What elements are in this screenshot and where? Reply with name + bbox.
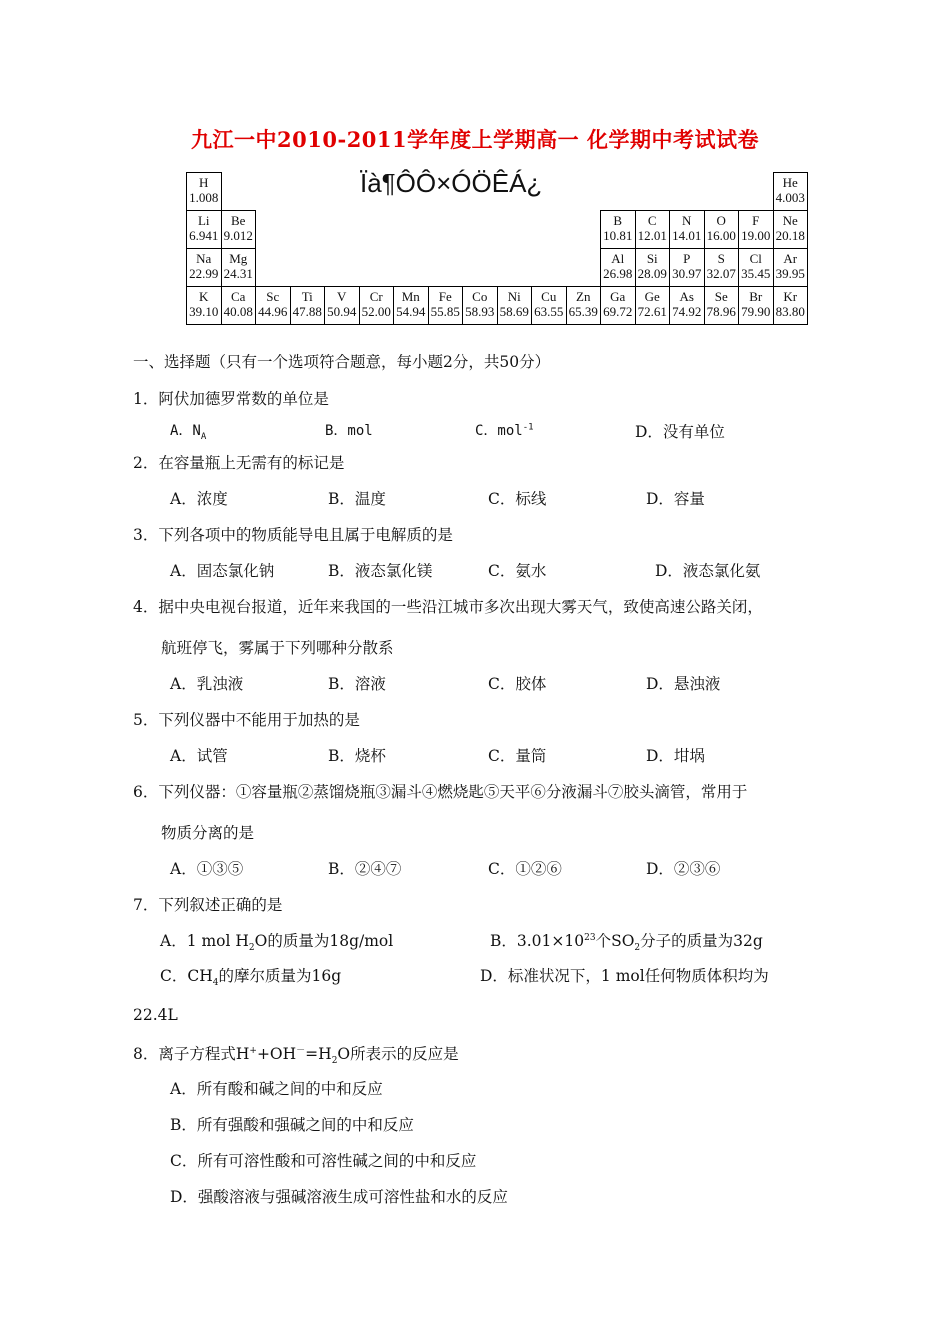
element-symbol: C (647, 213, 657, 228)
element-cell-se (704, 286, 740, 325)
element-mass: 6.941 (189, 228, 219, 243)
element-symbol: Se (714, 289, 728, 304)
element-symbol: Fe (438, 289, 452, 304)
q6-option-b: B．②④⑦ (328, 860, 402, 878)
element-symbol: O (716, 213, 726, 228)
element-cell-sc (255, 286, 291, 325)
q4-option-c: C．胶体 (488, 675, 547, 693)
q6-option-d: D．②③⑥ (646, 860, 721, 878)
element-mass: 83.80 (775, 304, 805, 319)
q7-option-a: A．1 mol $H_2O$的质量为18g/mol (160, 932, 394, 954)
q6-option-a: A．①③⑤ (170, 860, 244, 878)
element-cell-zn (566, 286, 602, 325)
element-cell-f (738, 210, 774, 249)
q1-option-c: C．mol$^{-1}$ (475, 422, 534, 439)
element-mass: 26.98 (603, 266, 633, 281)
element-symbol: H (199, 175, 209, 190)
element-mass: 50.94 (327, 304, 357, 319)
element-cell-n (669, 210, 705, 249)
element-mass: 58.69 (499, 304, 529, 319)
element-mass: 24.31 (223, 266, 253, 281)
element-mass: 30.97 (672, 266, 702, 281)
question-6-stem-line2: 物质分离的是 (161, 824, 255, 842)
element-symbol: Mn (401, 289, 420, 304)
q3-option-b: B．液态氯化镁 (328, 562, 433, 580)
element-mass: 52.00 (361, 304, 391, 319)
element-cell-mn (393, 286, 429, 325)
element-symbol: Ca (231, 289, 246, 304)
q4-option-d: D．悬浊液 (646, 675, 721, 693)
element-mass: 4.003 (775, 190, 805, 205)
element-symbol: He (782, 175, 798, 190)
element-mass: 39.10 (189, 304, 219, 319)
question-7-stem: 7．下列叙述正确的是 (133, 896, 283, 914)
q7-option-b: B．$3.01\times 10^{23}$个$SO_2$分子的质量为32g (490, 932, 763, 954)
q2-option-c: C．标线 (488, 490, 547, 508)
element-symbol: Co (472, 289, 488, 304)
element-symbol: S (717, 251, 725, 266)
q2-option-d: D．容量 (646, 490, 705, 508)
element-mass: 32.07 (706, 266, 736, 281)
element-symbol: Li (197, 213, 210, 228)
element-mass: 39.95 (775, 266, 805, 281)
element-symbol: Cu (541, 289, 557, 304)
element-symbol: Zn (576, 289, 591, 304)
element-mass: 16.00 (706, 228, 736, 243)
element-symbol: Be (231, 213, 246, 228)
element-mass: 55.85 (430, 304, 460, 319)
element-cell-fe (428, 286, 464, 325)
element-mass: 74.92 (672, 304, 702, 319)
question-3-stem: 3．下列各项中的物质能导电且属于电解质的是 (133, 526, 453, 544)
element-symbol: Na (196, 251, 212, 266)
element-cell-o (704, 210, 740, 249)
element-symbol: Ar (783, 251, 798, 266)
element-symbol: Ne (782, 213, 798, 228)
q5-option-a: A．试管 (170, 747, 228, 765)
periodic-table-label: Ïà¶ÔÔ×ÓÖÊÁ¿ (360, 168, 543, 198)
element-cell-k (186, 286, 222, 325)
element-cell-ar (773, 248, 809, 287)
element-mass: 69.72 (603, 304, 633, 319)
q4-option-a: A．乳浊液 (170, 675, 244, 693)
element-symbol: B (613, 213, 623, 228)
q5-option-c: C．量筒 (488, 747, 547, 765)
element-mass: 22.99 (189, 266, 219, 281)
element-cell-cu (531, 286, 567, 325)
element-symbol: Ni (507, 289, 521, 304)
element-mass: 12.01 (637, 228, 667, 243)
question-5-stem: 5．下列仪器中不能用于加热的是 (133, 711, 360, 729)
q3-option-c: C．氨水 (488, 562, 547, 580)
element-cell-li (186, 210, 222, 249)
element-cell-mg (221, 248, 257, 287)
element-symbol: Ga (610, 289, 626, 304)
element-cell-na (186, 248, 222, 287)
element-mass: 1.008 (189, 190, 219, 205)
periodic-table (186, 168, 808, 324)
element-cell-ga (600, 286, 636, 325)
element-mass: 20.18 (775, 228, 805, 243)
q8-option-b: B．所有强酸和强碱之间的中和反应 (170, 1116, 414, 1134)
element-mass: 40.08 (223, 304, 253, 319)
element-mass: 35.45 (741, 266, 771, 281)
element-mass: 19.00 (741, 228, 771, 243)
element-symbol: V (337, 289, 347, 304)
element-cell-p (669, 248, 705, 287)
section-heading: 一、选择题（只有一个选项符合题意，每小题2分，共50分） (133, 353, 551, 371)
element-symbol: Al (611, 251, 625, 266)
exam-title: 九江一中2010-2011学年度上学期高一 化学期中考试试卷 (191, 127, 759, 152)
element-cell-ca (221, 286, 257, 325)
element-cell-be (221, 210, 257, 249)
q8-option-d: D．强酸溶液与强碱溶液生成可溶性盐和水的反应 (170, 1188, 508, 1206)
element-mass: 47.88 (292, 304, 322, 319)
element-cell-cl (738, 248, 774, 287)
element-cell-b (600, 210, 636, 249)
question-2-stem: 2．在容量瓶上无需有的标记是 (133, 454, 345, 472)
element-mass: 63.55 (534, 304, 564, 319)
element-cell-ge (635, 286, 671, 325)
element-cell-v (324, 286, 360, 325)
q1-option-a: A．$N_A$ (170, 423, 207, 442)
element-cell-ti (290, 286, 326, 325)
element-mass: 78.96 (706, 304, 736, 319)
q2-option-b: B．温度 (328, 490, 386, 508)
element-symbol: Sc (266, 289, 280, 304)
element-symbol: Si (646, 251, 658, 266)
element-symbol: Br (749, 289, 763, 304)
element-symbol: Ti (301, 289, 313, 304)
element-cell-s (704, 248, 740, 287)
element-mass: 65.39 (568, 304, 598, 319)
element-cell-kr (773, 286, 809, 325)
element-mass: 28.09 (637, 266, 667, 281)
q1-option-b: B．mol (325, 423, 373, 439)
element-mass: 72.61 (637, 304, 667, 319)
element-cell-al (600, 248, 636, 287)
question-6-stem-line1: 6．下列仪器：①容量瓶②蒸馏烧瓶③漏斗④燃烧匙⑤天平⑥分液漏斗⑦胶头滴管，常用于 (133, 783, 748, 801)
q8-option-c: C．所有可溶性酸和可溶性碱之间的中和反应 (170, 1152, 477, 1170)
element-symbol: F (752, 213, 760, 228)
element-mass: 58.93 (465, 304, 495, 319)
element-symbol: P (683, 251, 691, 266)
q3-option-d: D．液态氯化氨 (655, 562, 761, 580)
element-cell-h (186, 172, 222, 211)
q2-option-a: A．浓度 (170, 490, 228, 508)
element-cell-si (635, 248, 671, 287)
element-cell-cr (359, 286, 395, 325)
q7-option-d-continuation: 22.4L (133, 1006, 178, 1024)
q1-option-d: D．没有单位 (635, 423, 725, 441)
q4-option-b: B．溶液 (328, 675, 386, 693)
element-cell-br (738, 286, 774, 325)
q6-option-c: C．①②⑥ (488, 860, 562, 878)
question-4-stem-line2: 航班停飞，雾属于下列哪种分散系 (161, 639, 394, 657)
element-cell-he (773, 172, 809, 211)
element-mass: 14.01 (672, 228, 702, 243)
element-cell-ne (773, 210, 809, 249)
element-symbol: K (199, 289, 209, 304)
element-symbol: As (679, 289, 694, 304)
q5-option-b: B．烧杯 (328, 747, 386, 765)
question-1-stem: 1．阿伏加德罗常数的单位是 (133, 390, 329, 408)
element-mass: 44.96 (258, 304, 288, 319)
question-8-stem: 8．离子方程式$H^++OH^-=H_2O$所表示的反应是 (133, 1045, 459, 1067)
element-symbol: Cl (749, 251, 762, 266)
element-symbol: Cr (369, 289, 383, 304)
q8-option-a: A．所有酸和碱之间的中和反应 (170, 1080, 383, 1098)
q7-option-d: D．标准状况下，1 mol任何物质体积均为 (480, 967, 769, 985)
q3-option-a: A．固态氯化钠 (170, 562, 275, 580)
element-cell-c (635, 210, 671, 249)
element-mass: 9.012 (223, 228, 253, 243)
element-mass: 54.94 (396, 304, 426, 319)
element-symbol: Ge (644, 289, 660, 304)
element-symbol: N (682, 213, 692, 228)
element-symbol: Mg (229, 251, 248, 266)
q7-option-c: C．$CH_4$的摩尔质量为16g (160, 967, 342, 989)
element-cell-ni (497, 286, 533, 325)
question-4-stem-line1: 4．据中央电视台报道，近年来我国的一些沿江城市多次出现大雾天气，致使高速公路关闭， (133, 598, 763, 616)
element-symbol: Kr (783, 289, 798, 304)
element-mass: 79.90 (741, 304, 771, 319)
element-mass: 10.81 (603, 228, 633, 243)
element-cell-co (462, 286, 498, 325)
element-cell-as (669, 286, 705, 325)
q5-option-d: D．坩埚 (646, 747, 705, 765)
